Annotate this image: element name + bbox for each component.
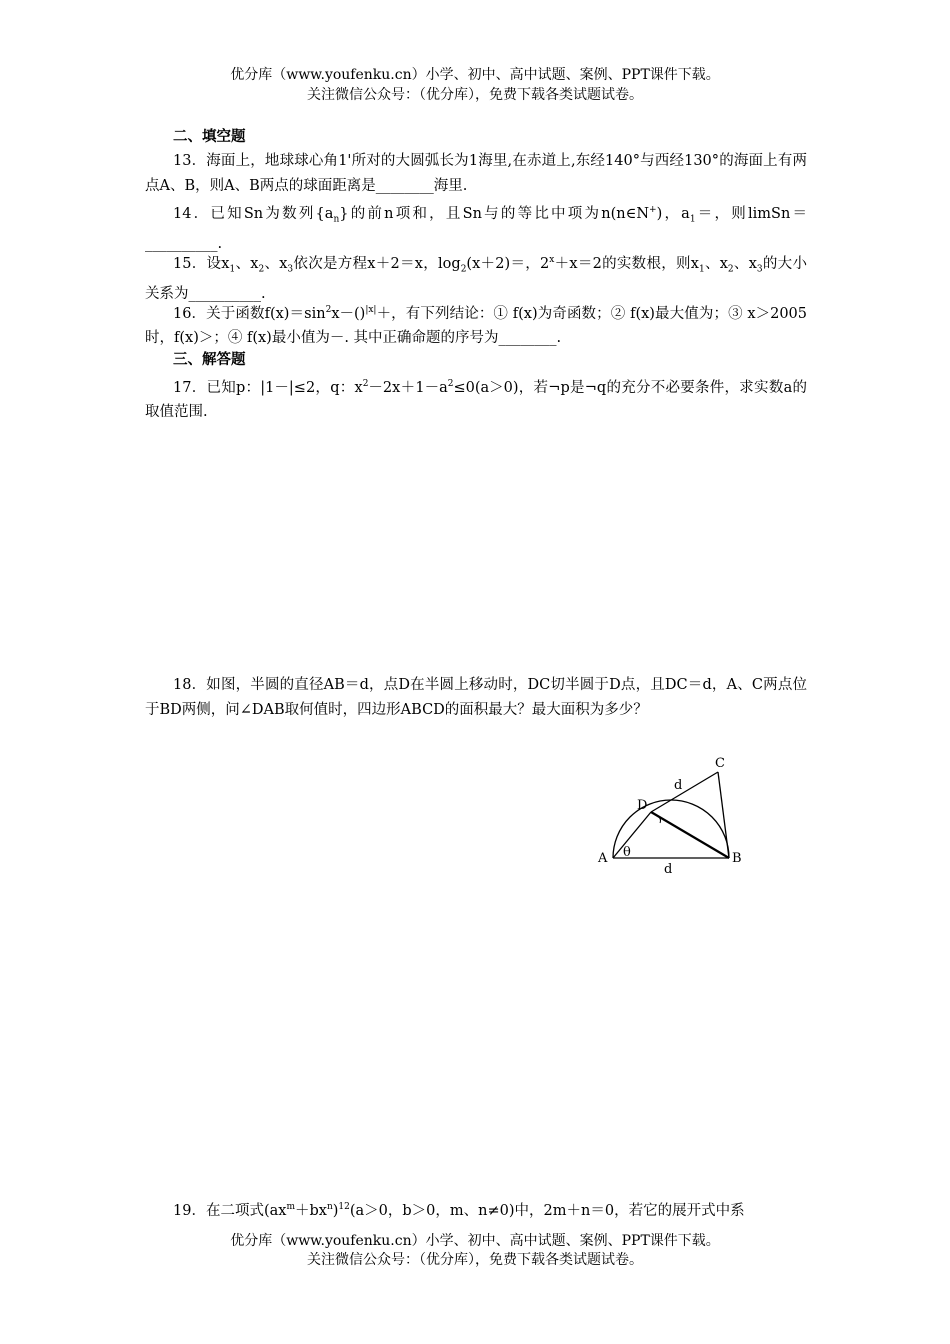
line-db <box>651 812 729 858</box>
question-18: 18．如图，半圆的直径AB＝d，点D在半圆上移动时，DC切半圆于D点，且DC＝d，A、C两点位于BD两侧，问∠DAB取何值时，四边形ABCD的面积最大？最大面积为多少？ <box>145 677 807 718</box>
label-theta: θ <box>623 845 631 860</box>
question-19: 19．在二项式$(ax^m+bx^n)^{12}(a>0$，b＞0，m、n≠0)中，2m＋n＝0，若它的展开式中系 <box>173 1202 745 1219</box>
question-17: 17．已知p：|1－|≤2，q：$x^2-2x+1-a^2\le 0(a>0)$，若¬p是¬q的充分不必要条件，求实数a的取值范围. <box>145 379 807 421</box>
section-solve-title: 三、解答题 <box>173 351 246 368</box>
label-d-top: d <box>674 778 683 793</box>
label-c: C <box>715 756 725 771</box>
line-dc <box>651 772 718 812</box>
label-b: B <box>732 851 742 866</box>
header-line-1: 优分库（www.youfenku.cn）小学、初中、高中试题、案例、PPT课件下载。 <box>230 67 720 83</box>
question-14: 14．已知Sn为数列$\{a_n\}$的前n项和，且Sn与的等比中项为n(n∈N+)，$a_1=$，则limSn＝__________. <box>145 205 808 253</box>
semicircle-figure <box>590 752 750 877</box>
label-d: D <box>637 798 648 813</box>
label-a: A <box>598 851 608 866</box>
section-fill-in-title: 二、填空题 <box>173 128 246 145</box>
question-15: 15．设$x_1$、$x_2$、$x_3$依次是方程x＋2＝x，$\log_2(x+2)=$，$2^x+x=2$的实数根，则$x_1$、$x_2$、$x_3$的大小关系为__________. <box>145 255 807 303</box>
footer-line-1: 优分库（www.youfenku.cn）小学、初中、高中试题、案例、PPT课件下载。 <box>230 1233 720 1249</box>
question-16: 16．关于函数$f(x)=\sin^2x-()^{|x|}+$，有下列结论：① f(x)为奇函数；② f(x)最大值为；③ x＞2005时，f(x)＞；④ f(x)最小值为－. 其中正确命题的序号为________. <box>145 305 807 347</box>
header-line-2: 关注微信公众号：（优分库），免费下载各类试题试卷。 <box>307 87 643 103</box>
line-ad <box>613 812 651 858</box>
line-cb <box>718 772 729 858</box>
question-13: 13．海面上，地球球心角1'所对的大圆弧长为1海里,在赤道上,东经140°与西经130°的海面上有两点A、B，则A、B两点的球面距离是________海里. <box>145 153 807 194</box>
label-d-bottom: d <box>664 862 673 877</box>
footer-line-2: 关注微信公众号：（优分库），免费下载各类试题试卷。 <box>307 1252 643 1268</box>
